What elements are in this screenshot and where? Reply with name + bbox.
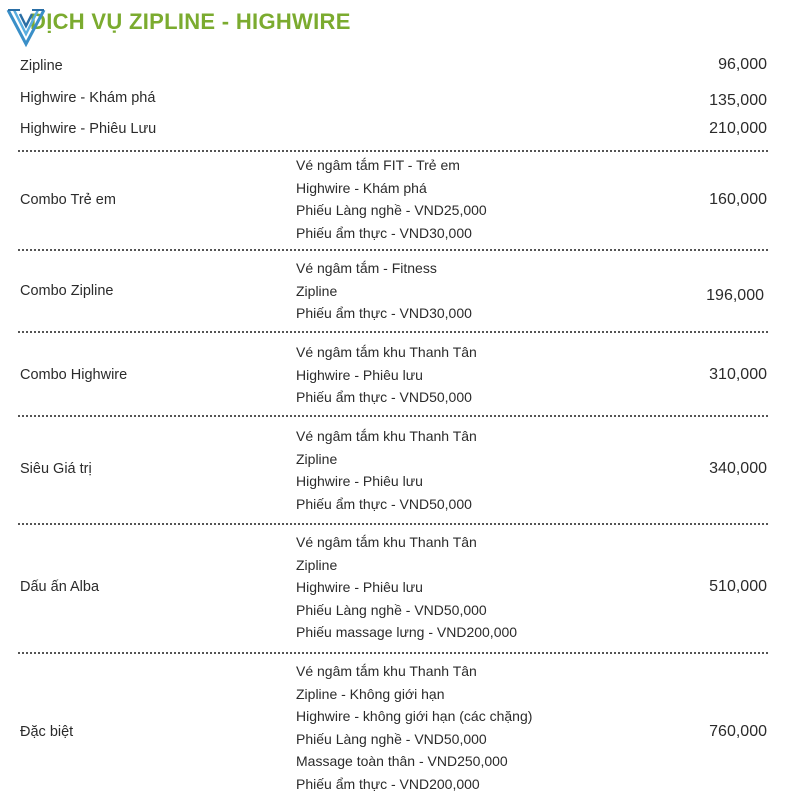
divider: [18, 249, 768, 251]
item-price: 210,000: [709, 120, 767, 137]
combo-item: Highwire - không giới hạn (các chặng): [296, 708, 533, 724]
item-name: Zipline: [20, 58, 63, 74]
combo-name: Combo Trẻ em: [20, 192, 116, 208]
combo-item: Highwire - Phiêu lưu: [296, 366, 423, 383]
combo-item: Highwire - Phiêu lưu: [296, 473, 423, 489]
combo-price: 196,000: [706, 287, 764, 304]
divider: [18, 415, 768, 417]
combo-item: Phiếu ẩm thực - VND30,000: [296, 305, 472, 321]
combo-items: [296, 531, 517, 644]
combo-item: Zipline - Không giới hạn: [296, 685, 445, 702]
combo-items: [296, 341, 477, 409]
combo-row: [0, 154, 800, 246]
combo-item: Phiếu ẩm thực - VND50,000: [296, 495, 472, 512]
divider: [18, 652, 768, 654]
combo-name: Dấu ấn Alba: [20, 579, 100, 595]
item-name: Highwire - Phiêu Lưu: [20, 121, 157, 137]
combo-item: Phiếu ẩm thực - VND200,000: [296, 775, 480, 792]
combo-item: Vé ngâm tắm khu Thanh Tân: [296, 663, 477, 679]
combo-item: Highwire - Khám phá: [296, 179, 427, 196]
combo-item: Vé ngâm tắm FIT - Trẻ em: [296, 157, 460, 173]
brand-logo-icon: [6, 4, 46, 48]
combo-item: Phiếu Làng nghề - VND50,000: [296, 730, 487, 747]
combo-row: [0, 531, 800, 646]
combo-name: Siêu Giá trị: [20, 461, 92, 477]
list-item: [0, 88, 800, 112]
combo-item: Zipline: [296, 450, 338, 467]
item-price: 135,000: [709, 92, 767, 109]
combo-item: Vé ngâm tắm khu Thanh Tân: [296, 534, 477, 550]
combo-row: [0, 425, 800, 517]
combo-name: Đặc biệt: [20, 724, 74, 740]
combo-item: Vé ngâm tắm - Fitness: [296, 260, 437, 276]
combo-items: [296, 425, 477, 515]
combo-name: Combo Zipline: [20, 283, 114, 299]
combo-item: Zipline: [296, 556, 338, 573]
combo-item: Massage toàn thân - VND250,000: [296, 753, 508, 769]
header: [0, 0, 800, 46]
combo-name: Combo Highwire: [20, 367, 128, 383]
page-title: DỊCH VỤ ZIPLINE - HIGHWIRE: [30, 9, 351, 34]
combo-row: [0, 341, 800, 411]
combo-item: Vé ngâm tắm khu Thanh Tân: [296, 428, 477, 444]
combo-price: 760,000: [709, 723, 767, 740]
divider: [18, 331, 768, 333]
combo-item: Highwire - Phiêu lưu: [296, 579, 423, 595]
list-item: [0, 118, 800, 140]
combo-price: 160,000: [709, 191, 767, 208]
combo-item: Phiếu Làng nghề - VND50,000: [296, 601, 487, 618]
combo-price: 510,000: [709, 578, 767, 595]
divider: [18, 523, 768, 525]
combo-item: Vé ngâm tắm khu Thanh Tân: [296, 344, 477, 360]
combo-row: [0, 660, 800, 798]
combo-item: Zipline: [296, 282, 338, 299]
divider: [18, 150, 768, 152]
combo-price: 340,000: [709, 460, 767, 477]
combo-price: 310,000: [709, 366, 767, 383]
list-item: [0, 56, 800, 78]
combo-item: Phiếu ẩm thực - VND30,000: [296, 224, 472, 241]
item-price: 96,000: [718, 56, 767, 73]
combo-items: [296, 154, 487, 244]
combo-item: Phiếu ẩm thực - VND50,000: [296, 389, 472, 405]
combo-items: [296, 257, 472, 325]
combo-items: [296, 660, 532, 795]
combo-item: Phiếu Làng nghề - VND25,000: [296, 202, 487, 218]
combo-row: [0, 257, 800, 327]
item-name: Highwire - Khám phá: [20, 90, 156, 106]
combo-item: Phiếu massage lưng - VND200,000: [296, 624, 518, 640]
